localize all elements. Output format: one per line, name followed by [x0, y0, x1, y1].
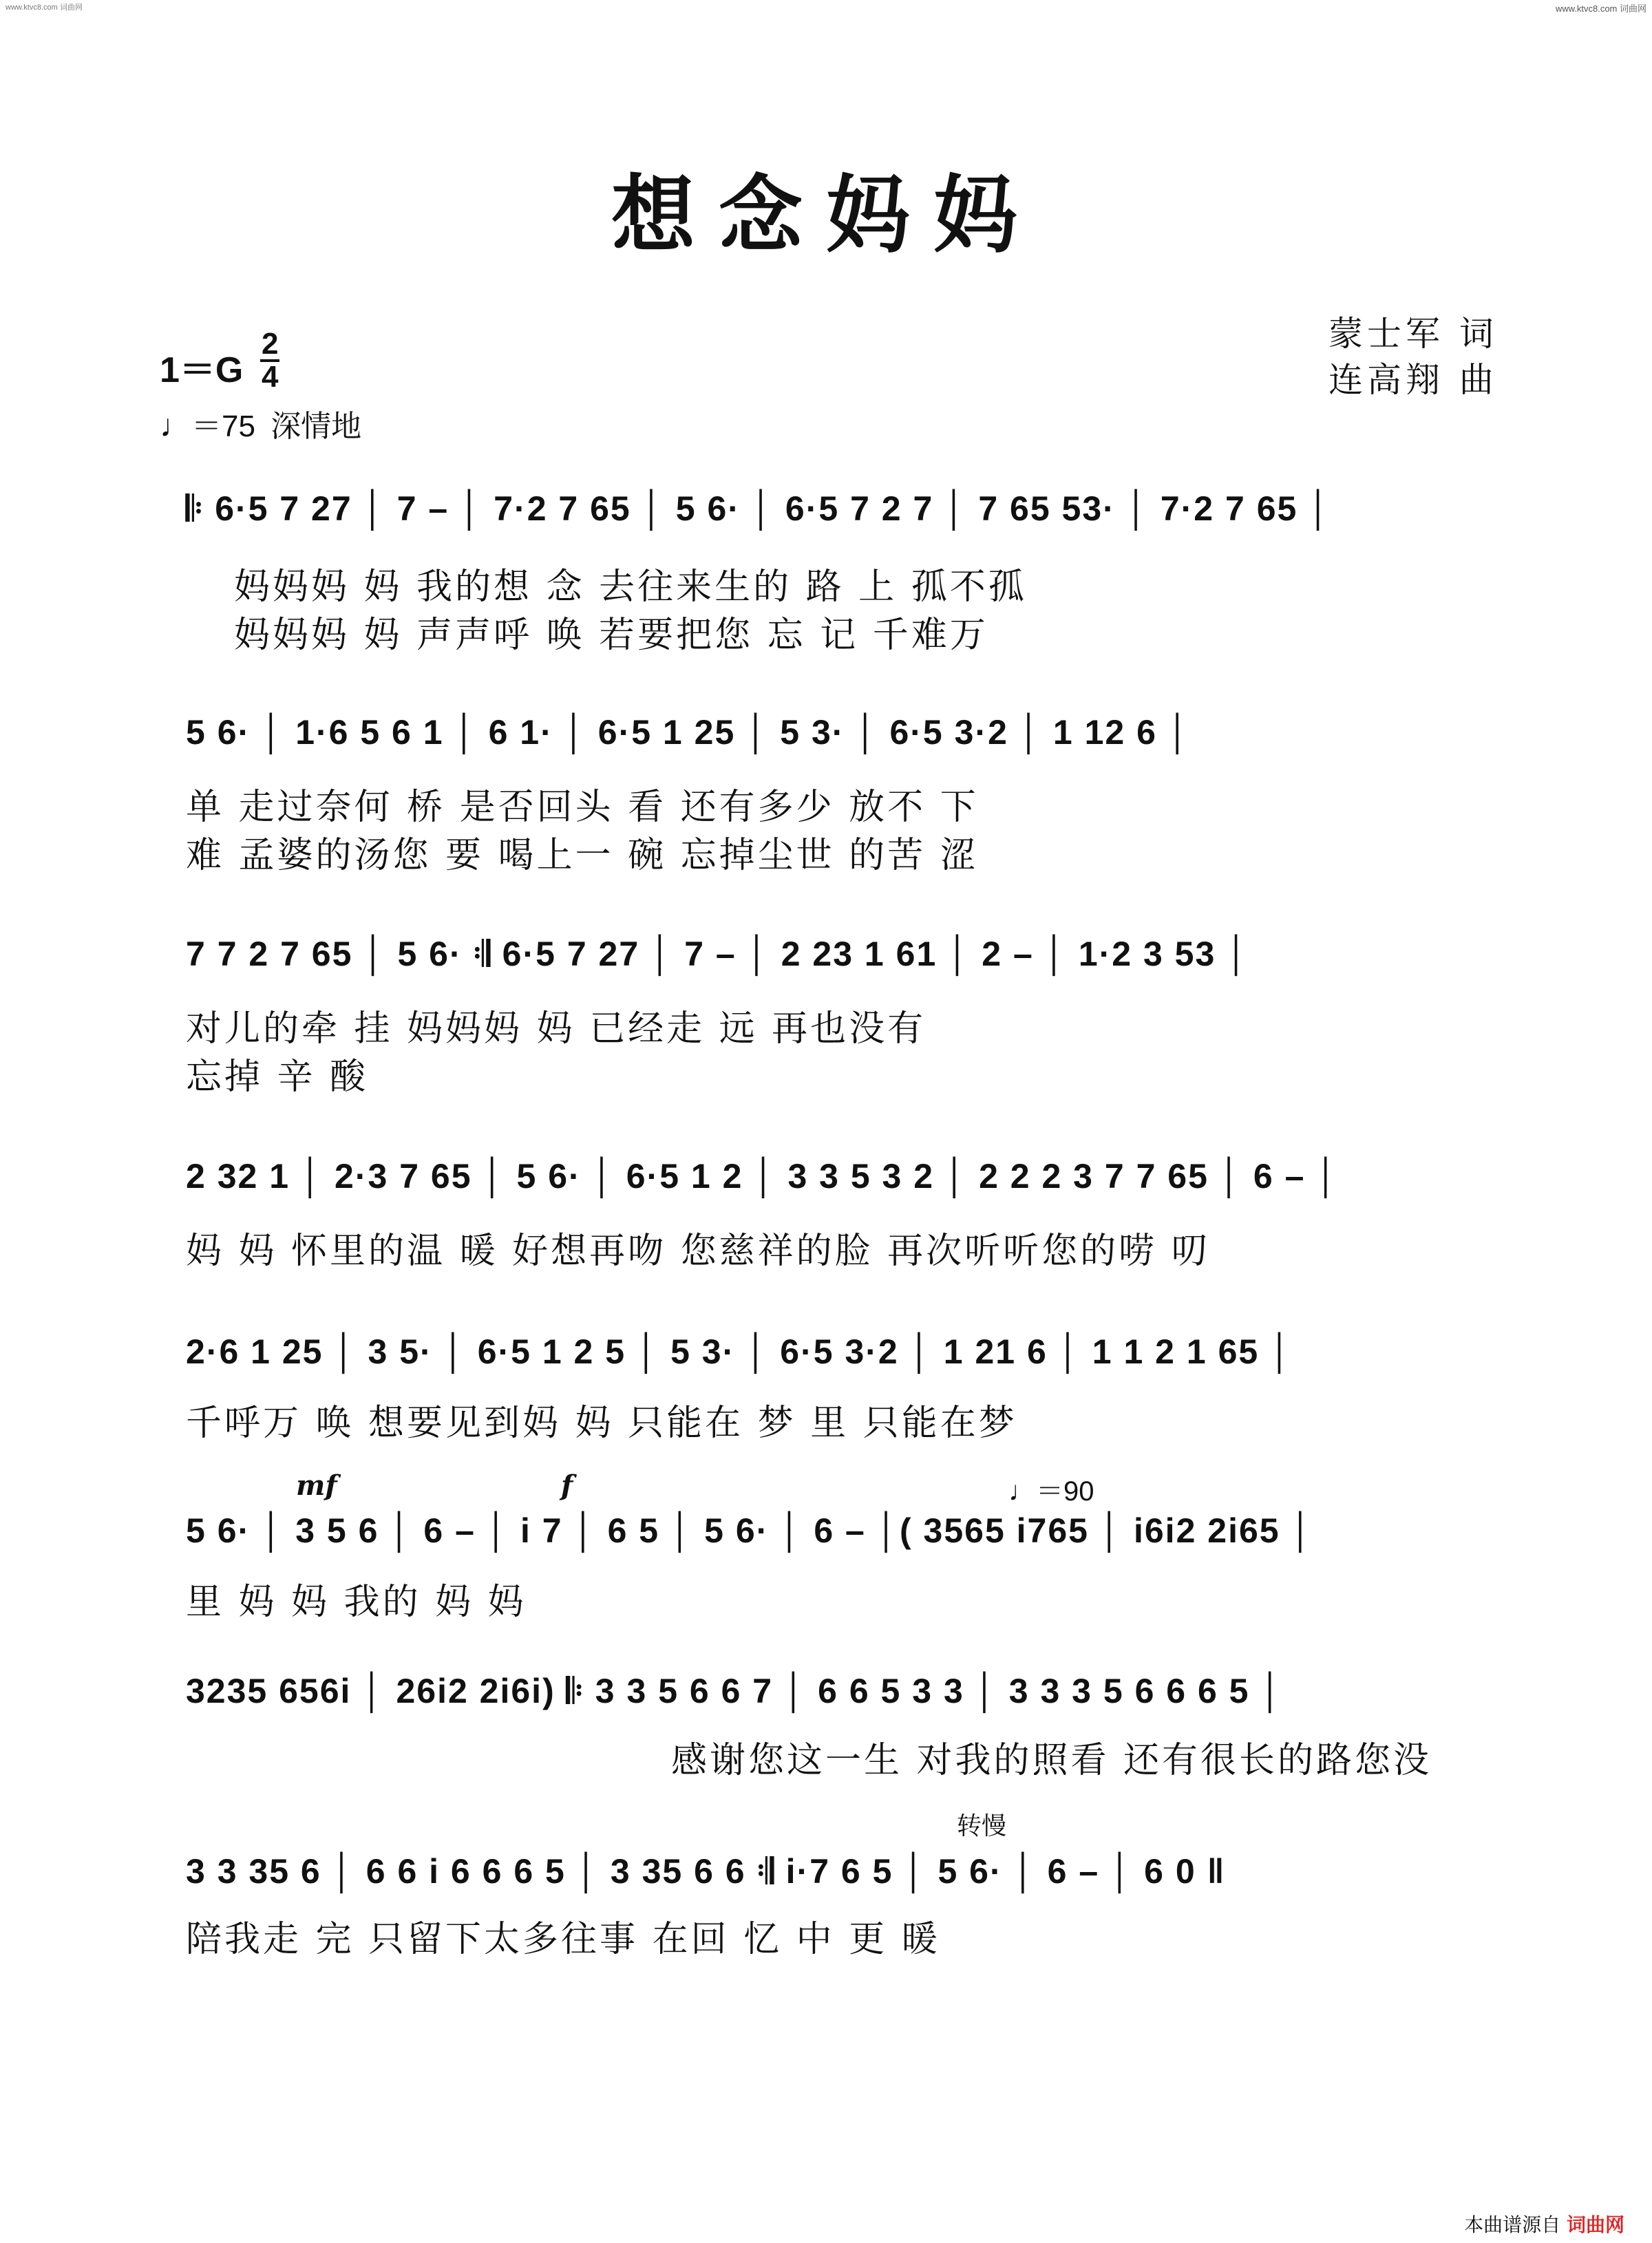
music-line-6: 5 6· │ 3 5 6 │ 6 – │ i 7 │ 6 5 │ 5 6· │ 6 – │( 3565 i765 │ i6i2 2i65 │ — [186, 1511, 1314, 1550]
tempo-value: ＝75 — [191, 410, 255, 443]
lyric-line-3-verse-1: 对儿的牵 挂 妈妈妈 妈 已经走 远 再也没有 — [186, 1008, 926, 1050]
lyric-line-6: 里 妈 妈 我的 妈 妈 — [186, 1582, 527, 1623]
music-line-1: 𝄆 6·5 7 27 │ 7 – │ 7·2 7 65 │ 5 6· │ 6·5 7 2 7 │ 7 65 53· │ 7·2 7 65 │ — [186, 489, 1332, 528]
meter-bottom: 4 — [262, 360, 279, 394]
dynamic-f: f — [561, 1469, 573, 1502]
dynamic-mf: mf — [296, 1469, 337, 1502]
quarter-note-icon: ♩ — [160, 407, 191, 443]
music-line-5: 2·6 1 25 │ 3 5· │ 6·5 1 2 5 │ 5 3· │ 6·5 3·2 │ 1 21 6 │ 1 1 2 1 65 │ — [186, 1332, 1293, 1371]
lyric-line-3-verse-2: 忘掉 辛 酸 — [186, 1056, 369, 1098]
lyric-line-2-verse-1: 单 走过奈何 桥 是否回头 看 还有多少 放不 下 — [186, 787, 979, 828]
music-line-4: 2 32 1 │ 2·3 7 65 │ 5 6· │ 6·5 1 2 │ 3 3 5 3 2 │ 2 2 2 3 7 7 65 │ 6 – │ — [186, 1157, 1339, 1195]
expression-mark: 深情地 — [271, 410, 362, 443]
lyric-line-5: 千呼万 唤 想要见到妈 妈 只能在 梦 里 只能在梦 — [186, 1403, 1017, 1444]
time-signature — [260, 329, 279, 392]
meter-top: 2 — [262, 327, 279, 361]
footer-text: 本曲谱源自 — [1464, 2213, 1561, 2236]
lyric-line-1-verse-2: 妈妈妈 妈 声声呼 唤 若要把您 忘 记 千难万 — [234, 615, 988, 656]
header-site-url[interactable]: www.ktvc8.com 词曲网 — [1555, 3, 1646, 14]
composer-credit: 连高翔 曲 — [1328, 360, 1498, 400]
lyric-line-2-verse-2: 难 孟婆的汤您 要 喝上一 碗 忘掉尘世 的苦 涩 — [186, 835, 979, 876]
footer-brand-link[interactable]: 词曲网 — [1566, 2213, 1624, 2236]
lyric-line-4: 妈 妈 怀里的温 暖 好想再吻 您慈祥的脸 再次听听您的唠 叨 — [186, 1231, 1210, 1272]
key-signature: 1＝G — [160, 350, 244, 390]
lyric-line-1-verse-1: 妈妈妈 妈 我的想 念 去往来生的 路 上 孤不孤 — [234, 566, 1027, 608]
tempo-marking — [160, 401, 361, 445]
song-title: 想念妈妈 — [611, 165, 1041, 264]
music-line-8: 3 3 35 6 │ 6 6 i 6 6 6 5 │ 3 35 6 6 𝄇 i·7 6 5 │ 5 6· │ 6 – │ 6 0 ‖ — [186, 1852, 1226, 1891]
lyric-line-8: 陪我走 完 只留下太多往事 在回 忆 中 更 暖 — [186, 1919, 940, 1960]
tempo-change-90: ♩＝90 — [1008, 1476, 1094, 1507]
lyric-line-7: 感谢您这一生 对我的照看 还有很长的路您没 — [671, 1740, 1432, 1781]
tempo-change-slower: 转慢 — [957, 1812, 1007, 1840]
music-line-7: 3235 656i │ 26i2 2i6i) 𝄆 3 3 5 6 6 7 │ 6 6 5 3 3 │ 3 3 3 5 6 6 6 5 │ — [186, 1672, 1284, 1710]
footer-source — [1464, 2210, 1624, 2237]
lyricist-credit: 蒙士军 词 — [1328, 314, 1498, 354]
music-line-2: 5 6· │ 1·6 5 6 1 │ 6 1· │ 6·5 1 25 │ 5 3· │ 6·5 3·2 │ 1 12 6 │ — [186, 713, 1192, 752]
header-url-small: www.ktvc8.com 词曲网 — [6, 3, 83, 12]
music-line-3: 7 7 2 7 65 │ 5 6· 𝄇 6·5 7 27 │ 7 – │ 2 23 1 61 │ 2 – │ 1·2 3 53 │ — [186, 935, 1250, 973]
